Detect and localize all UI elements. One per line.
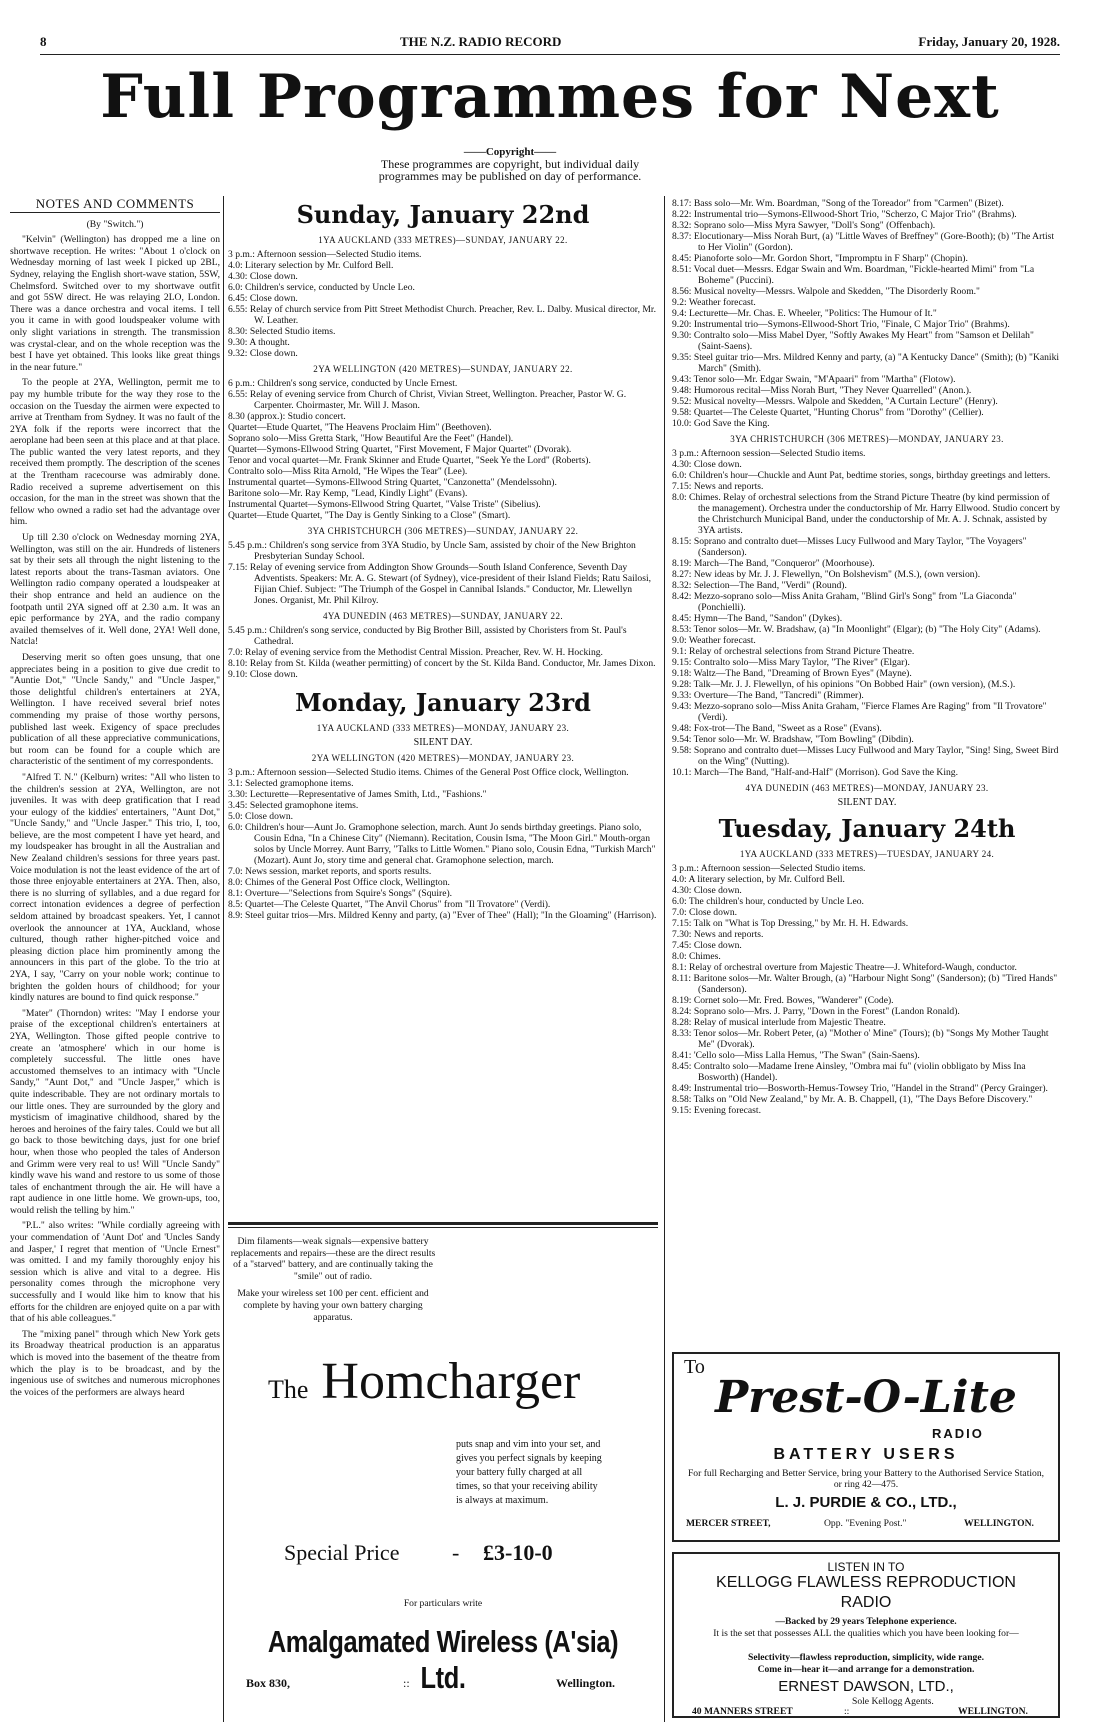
notes-paragraph: "Alfred T. N." (Kelburn) writes: "All who listen to the children's session at 2YA, Wellington, are not juveniles. It was with deep gratification that I read your eulogy of the kiddies' entertainers, "Aunt Dot," "Uncle Sandy," and "Uncle Jasper." This trio, I, too, believe, are the most competent I have yet heard, and my loudspeaker has brought in all the Australian and New Zealand children's sessions for three years past. Voice modulation is not the least evidence of the art of those three enjoyable entertainers at 2YA. Then, also, there is no slurring of syllables, and a due regard for correct intonation evidences a degree of perfection seldom attained by broadcast speakers. Yet, I cannot overlook the announcer at 1YA, Auckland, whose cultured, though rather higher-pitched voice and pleasing diction place him prominently among the announcers in this part of the globe. To the trio at 2YA, I say, "Carry on your noble work; continue to brighten the golden hours of childhood; for your kindly natures are bound to find quick response."	[10, 771, 220, 1004]
programme-item: 5.45 p.m.: Children's song service, conducted by Big Brother Bill, assisted by Choristers from St. Paul's Cathedral.	[228, 625, 627, 647]
programme-item: 7.15: News and reports.	[672, 481, 764, 492]
kellogg-backed: —Backed by 29 years Telephone experience.	[775, 1616, 957, 1627]
programme-item: 7.15: Relay of evening service from Addington Show Grounds—South Island Conference, Seventh Day Adventists. Speakers: Mr. A. G. Stewart (of Sydney), vice-president of their Island Fields; Ratu Sailosi, Fijian Chief. Subject: "The Triumph of the Gospel in Cannibal Islands." Conductor, Mr. Llewellyn Jones. Organist, Mr. Phil Kilroy.	[228, 562, 652, 606]
kellogg-agents: Sole Kellogg Agents.	[852, 1696, 934, 1707]
programme-item: Tenor and vocal quartet—Mr. Frank Skinner and Etude Quartet, "Seek Ye the Lord" (Roberts).	[228, 455, 591, 466]
programme-item: 6.0: Children's hour—Chuckle and Aunt Pat, bedtime stories, songs, birthday greetings and letters.	[672, 470, 1051, 481]
notes-paragraph: "P.L." also writes: "While cordially agreeing with your commendation of 'Aunt Dot' and 'Uncles Sandy and Jasper,' I regret that mention of "Uncle Ernest" was omitted. I and my family thoroughly enjoy his session which is alive and vital to a degree. His personality comes through the microphone very successfully and I would like him to know that his efforts for the children are enjoyed quite on a par with that of his able colleagues."	[10, 1220, 220, 1325]
programme-item: Baritone solo—Mr. Ray Kemp, "Lead, Kindly Light" (Evans).	[228, 488, 468, 499]
copyright-notice	[300, 146, 720, 182]
copyright-title: ——Copyright——	[463, 146, 557, 158]
programme-item: 3 p.m.: Afternoon session—Selected Studio items. Chimes of the General Post Office clock, Wellington.	[228, 767, 629, 778]
programme-item: 3 p.m.: Afternoon session—Selected Studio items.	[672, 863, 866, 874]
programme-item: 9.54: Tenor solo—Mr. W. Bradshaw, "Tom Bowling" (Dibdin).	[672, 734, 914, 745]
programme-item: 8.0: Chimes. Relay of orchestral selections from the Strand Picture Theatre (by kind permission of the management). Orchestra under the conductorship of Mr. Harry Ellwood. Studio concert by the Christchurch Municipal Band, under the conductorship of Mr. A. J. Schnak, assisted by 3YA artists.	[672, 492, 1061, 536]
programme-item: 8.32: Soprano solo—Miss Myra Sawyer, "Doll's Song" (Offenbach).	[672, 220, 936, 231]
programme-item: 9.35: Steel guitar trio—Mrs. Mildred Kenny and party, (a) "A Kentucky Dance" (Smith); (b) "Kaniki March" (Smith).	[672, 352, 1060, 374]
programme-item: 3.45: Selected gramophone items.	[228, 800, 359, 811]
silent-day-label: SILENT DAY.	[837, 797, 897, 808]
station-heading: 3YA CHRISTCHURCH (306 METRES)—MONDAY, JANUARY 23.	[730, 434, 1004, 444]
programme-item: 9.33: Overture—The Band, "Tancredi" (Rimmer).	[672, 690, 864, 701]
programme-item: 8.11: Baritone solos—Mr. Walter Brough, (a) "Harbour Night Song" (Sanderson); (b) "Tired Hands" (Sanderson).	[672, 973, 1058, 995]
programme-item: 9.15: Contralto solo—Miss Mary Taylor, "The River" (Elgar).	[672, 657, 910, 668]
page-number: 8	[40, 34, 47, 49]
programme-item: 8.0: Chimes.	[672, 951, 721, 962]
homcharger-sep: ::	[403, 1676, 410, 1690]
programme-item: 7.30: News and reports.	[672, 929, 764, 940]
column-rule	[223, 196, 224, 1722]
tuesday-stations	[672, 849, 1062, 1116]
programme-item: 8.37: Elocutionary—Miss Norah Burt, (a) "Little Waves of Breffney" (Gore-Booth); (b) "The Artist to Her Violin" (Gordon).	[672, 231, 1055, 253]
programme-item: 7.0: Close down.	[672, 907, 738, 918]
programme-item: 10.1: March—The Band, "Half-and-Half" (Morrison). God Save the King.	[672, 767, 958, 778]
programme-item: 6.0: Children's service, conducted by Uncle Leo.	[228, 282, 415, 293]
programme-item: 6.45: Close down.	[228, 293, 298, 304]
programme-item: 10.0: God Save the King.	[672, 418, 770, 429]
kellogg-listen: LISTEN IN TO	[827, 1560, 905, 1574]
programme-item: 9.10: Close down.	[228, 669, 298, 680]
station-heading: 1YA AUCKLAND (333 METRES)—MONDAY, JANUARY 23.	[316, 723, 570, 733]
day-heading-monday: Monday, January 23rd	[295, 688, 591, 717]
programme-item: 9.4: Lecturette—Mr. Chas. E. Wheeler, "Politics: The Humour of It."	[672, 308, 937, 319]
programme-item: 8.42: Mezzo-soprano solo—Miss Anita Graham, "Blind Girl's Song" from "La Giaconda" (Ponchielli).	[672, 591, 1017, 613]
programme-item: 8.56: Musical novelty—Messrs. Walpole and Skedden, "The Disorderly Room."	[672, 286, 980, 297]
programme-item: 8.32: Selection—The Band, "Verdi" (Round).	[672, 580, 847, 591]
programme-item: 8.19: March—The Band, "Conqueror" (Moorhouse).	[672, 558, 875, 569]
homcharger-the: The	[268, 1375, 309, 1404]
page-banner: Full Programmes for Next	[100, 62, 1000, 132]
kellogg-title2: RADIO	[840, 1594, 892, 1611]
notes-byline: (By "Switch.")	[86, 218, 144, 230]
homcharger-body: puts snap and vim into your set, and gives you perfect signals by keeping your battery fully charged at all times, so that your receiving ability is always at maximum.	[456, 1439, 602, 1506]
notes-paragraph: The "mixing panel" through which New York gets its Broadway theatrical production is an apparatus which is moved into the basement of the theatre from which the play is to be broadcast, and by the ingenious use of switches and numerous microphones the voices of the performers are always heard	[10, 1328, 220, 1398]
station-heading: 4YA DUNEDIN (463 METRES)—SUNDAY, JANUARY 22.	[322, 611, 564, 621]
programme-item: 8.0: Chimes of the General Post Office clock, Wellington.	[228, 877, 450, 888]
programme-item: 9.30: Contralto solo—Miss Mabel Dyer, "Softly Awakes My Heart" from "Samson et Delilah" (Saint-Saens).	[672, 330, 1034, 352]
kellogg-selectivity: Selectivity—flawless reproduction, simplicity, wide range.	[747, 1652, 984, 1663]
programme-item: 9.1: Relay of orchestral selections from Strand Picture Theatre.	[672, 646, 915, 657]
kellogg-address: 40 MANNERS STREET	[692, 1706, 793, 1717]
prestolite-text: For full Recharging and Better Service, bring your Battery to the Authorised Service Station, or ring 42—475.	[687, 1468, 1045, 1490]
programme-item: 3 p.m.: Afternoon session—Selected Studio items.	[228, 249, 422, 260]
programme-item: 9.32: Close down.	[228, 348, 298, 359]
programme-item: 6.55: Relay of evening service from Church of Christ, Vivian Street, Wellington. Preacher, Pastor W. G. Carpenter. Choirmaster, Mr. Will J. Mason.	[228, 389, 627, 411]
programme-item: 8.45: Hymn—The Band, "Sandon" (Dykes).	[672, 613, 843, 624]
programme-item: Soprano solo—Miss Gretta Stark, "How Beautiful Are the Feet" (Handel).	[228, 433, 514, 444]
programme-item: 8.19: Cornet solo—Mr. Fred. Bowes, "Wanderer" (Code).	[672, 995, 894, 1006]
programme-item: Quartet—Symons-Ellwood String Quartet, "First Movement, F Major Quartet" (Dvorak).	[228, 444, 572, 455]
kellogg-city: WELLINGTON.	[958, 1706, 1028, 1717]
kellogg-firm: ERNEST DAWSON, LTD.,	[778, 1678, 954, 1695]
homcharger-name: Homcharger	[321, 1353, 581, 1410]
programme-item: 8.22: Instrumental trio—Symons-Ellwood-Short Trio, "Scherzo, C Major Trio" (Brahms).	[672, 209, 1017, 220]
page-header	[40, 34, 1060, 52]
programme-item: 8.49: Instrumental trio—Bosworth-Hemus-Towsey Trio, "Handel in the Strand" (Percy Grainger).	[672, 1083, 1048, 1094]
notes-heading: NOTES AND COMMENTS	[10, 198, 220, 213]
programme-item: 4.30: Close down.	[672, 459, 742, 470]
programme-item: 4.30: Close down.	[672, 885, 742, 896]
programme-item: 6.0: The children's hour, conducted by Uncle Leo.	[672, 896, 864, 907]
station-heading: 1YA AUCKLAND (333 METRES)—SUNDAY, JANUARY 22.	[318, 235, 568, 245]
programme-item: 5.0: Close down.	[228, 811, 294, 822]
copyright-line1: These programmes are copyright, but individual daily	[380, 157, 640, 171]
prestolite-opp: Opp. "Evening Post."	[824, 1518, 907, 1529]
issue-date: Friday, January 20, 1928.	[918, 34, 1060, 49]
notes-paragraph: Up till 2.30 o'clock on Wednesday morning 2YA, Wellington, was still on the air. Hundreds of listeners sat by their sets all through the night listening to the latest reports about the trans-Tasman aviators. One Wellington radio company operated a loudspeaker at their shop entrance and held an audience on the footpath until 2YA signed off at 2.30 a.m. It was an epic performance by 2YA, and the radio company availed themselves of it. Well done, 2YA! Well done, Natcla!	[10, 532, 220, 648]
copyright-line2: programmes may be published on day of performance.	[378, 169, 642, 183]
programme-item: 7.0: News session, market reports, and sports results.	[228, 866, 432, 877]
homcharger-particulars: For particulars write	[403, 1598, 483, 1609]
programme-item: 9.18: Waltz—The Band, "Dreaming of Brown Eyes" (Mayne).	[672, 668, 912, 679]
price-dash: -	[452, 1540, 460, 1565]
kellogg-come: Come in—hear it—and arrange for a demonstration.	[757, 1664, 975, 1675]
programme-item: 8.1: Relay of orchestral overture from Majestic Theatre—J. Whiteford-Waugh, conductor.	[672, 962, 1017, 973]
ad-rule	[228, 1222, 658, 1228]
programme-item: 6 p.m.: Children's song service, conducted by Uncle Ernest.	[228, 378, 458, 389]
homcharger-intro: Dim filaments—weak signals—expensive battery replacements and repairs—these are the direct results of a "starved" battery, and are continually taking the "smile" out of radio.	[230, 1236, 436, 1282]
programme-item: 9.43: Mezzo-soprano solo—Miss Anita Graham, "Fierce Flames Are Raging" from "Il Trovatore" (Verdi).	[672, 701, 1047, 723]
publication-title: THE N.Z. RADIO RECORD	[400, 34, 562, 49]
homcharger-box: Box 830,	[246, 1676, 291, 1690]
station-heading: 3YA CHRISTCHURCH (306 METRES)—SUNDAY, JANUARY 22.	[307, 526, 579, 536]
header-rule	[40, 54, 1060, 55]
prestolite-radio: RADIO	[932, 1426, 984, 1441]
homcharger-title	[268, 1352, 580, 1411]
kellogg-title1: KELLOGG FLAWLESS REPRODUCTION	[716, 1574, 1016, 1591]
programme-item: 9.30: A thought.	[228, 337, 290, 348]
programme-item: 8.51: Vocal duet—Messrs. Edgar Swain and Wm. Boardman, "Fickle-hearted Mimi" from "La Boheme" (Puccini).	[672, 264, 1035, 286]
notes-column	[10, 198, 220, 1722]
day-heading-tuesday: Tuesday, January 24th	[718, 814, 1016, 843]
homcharger-price: £3-10-0	[483, 1540, 553, 1565]
programme-item: Instrumental quartet—Symons-Ellwood String Quartet, "Canzonetta" (Mendelssohn).	[228, 477, 557, 488]
station-heading: 1YA AUCKLAND (333 METRES)—TUESDAY, JANUARY 24.	[739, 849, 995, 859]
station-heading: 2YA WELLINGTON (420 METRES)—SUNDAY, JANUARY 22.	[313, 364, 573, 374]
programme-item: 4.0: A literary selection, by Mr. Culford Bell.	[672, 874, 845, 885]
programme-item: 8.45: Contralto solo—Madame Irene Ainsley, "Ombra mai fu" (violin obbligato by Miss Ina Bosworth) (Handel).	[672, 1061, 1026, 1083]
column-rule	[664, 196, 665, 1722]
homcharger-intro2: Make your wireless set 100 per cent. efficient and complete by having your own battery charging apparatus.	[237, 1288, 429, 1323]
programme-item: 9.48: Fox-trot—The Band, "Sweet as a Rose" (Evans).	[672, 723, 882, 734]
programme-item: 8.1: Overture—"Selections from Squire's Songs" (Squire).	[228, 888, 453, 899]
programme-item: 9.43: Tenor solo—Mr. Edgar Swain, "M'Apaari" from "Martha" (Flotow).	[672, 374, 956, 385]
programme-item: 9.52: Musical novelty—Messrs. Walpole and Skedden, "A Curtain Lecture" (Henry).	[672, 396, 998, 407]
programme-item: 9.58: Soprano and contralto duet—Misses Lucy Fullwood and Mary Taylor, "Sing! Sing, Sweet Bird on the Wing" (Nutting).	[672, 745, 1059, 767]
programme-item: 9.58: Quartet—The Celeste Quartet, "Hunting Chorus" from "Dorothy" (Cellier).	[672, 407, 984, 418]
notes-paragraph: "Kelvin" (Wellington) has dropped me a line on shortwave reception. He writes: "About 1 o'clock on Wednesday morning of last week I picked up 2BL, Sydney, relaying the English short-wave station, 5SW, Chelmsford. Switched over to my shortwave outfit and got 5SW direct. He was relaying 2LO, London. There was a dance orchestra and vocal items. I tell you it came in with good loudspeaker volume with only slight variations in strength. The transmission was crystal-clear, and on the whole reception was the best I have yet obtained. This looks like great things in the near future."	[10, 234, 220, 373]
station-heading: 2YA WELLINGTON (420 METRES)—MONDAY, JANUARY 23.	[311, 753, 575, 763]
homcharger-advert	[228, 1222, 658, 1722]
programme-item: 8.9: Steel guitar trios—Mrs. Mildred Kenny and party, (a) "Ever of Thee" (Hall); "In the Gloaming" (Harrison).	[228, 910, 657, 921]
programme-item: Contralto solo—Miss Rita Arnold, "He Wipes the Tear" (Lee).	[228, 466, 468, 477]
programme-item: 9.20: Instrumental trio—Symons-Ellwood-Short Trio, "Finale, C Major Trio" (Brahms).	[672, 319, 1010, 330]
programme-item: Quartet—Etude Quartet, "The Heavens Proclaim Him" (Beethoven).	[228, 422, 492, 433]
homcharger-price-label: Special Price	[284, 1540, 400, 1565]
programme-item: Quartet—Etude Quartet, "The Day is Gently Sinking to a Close" (Smart).	[228, 510, 511, 521]
prestolite-firm: L. J. PURDIE & CO., LTD.,	[775, 1494, 957, 1511]
programme-item: Instrumental Quartet—Symons-Ellwood String Quartet, "Valse Triste" (Sibelius).	[228, 499, 541, 510]
prestolite-to: To	[684, 1356, 705, 1378]
prestolite-users: BATTERY USERS	[773, 1446, 959, 1463]
programme-item: 9.48: Humorous recital—Miss Norah Burt, "They Never Quarrelled" (Anon.).	[672, 385, 972, 396]
programmes-column-2	[228, 198, 658, 921]
programme-item: 3.30: Lecturette—Representative of James Smith, Ltd., "Fashions."	[228, 789, 487, 800]
homcharger-city: Wellington.	[556, 1676, 616, 1690]
programme-item: 8.28: Relay of musical interlude from Majestic Theatre.	[672, 1017, 886, 1028]
programme-item: 8.17: Bass solo—Mr. Wm. Boardman, "Song of the Toreador" from "Carmen" (Bizet).	[672, 198, 1004, 209]
notes-paragraph: To the people at 2YA, Wellington, permit me to pay my humble tribute for the way they rose to the occasion on the Tuesday the airmen were expected to arrive at Trentham from Sydney. It was no fault of the 2YA folk if the reports were incorrect that the aeroplane had been seen at this place and at that place. The public wanted the very latest reports, and they received them promptly. The description of the scenes at the Trentham racecourse was admirably done. Radio received a supreme advertisement on this occasion, for the man in the street was shown that the fellow who owned a radio set had the advantage over him.	[10, 377, 220, 528]
programme-item: 8.33: Tenor solos—Mr. Robert Peter, (a) "Mother o' Mine" (Tours); (b) "Songs My Mother Taught Me" (Dvorak).	[672, 1028, 1049, 1050]
prestolite-logo: Prest-O-Lite	[715, 1372, 1017, 1423]
programme-item: 8.45: Pianoforte solo—Mr. Gordon Short, "Impromptu in F Sharp" (Chopin).	[672, 253, 968, 264]
programme-item: 9.0: Weather forecast.	[672, 635, 756, 646]
prestolite-city: WELLINGTON.	[964, 1518, 1034, 1529]
programme-item: 9.28: Talk—Mr. J. J. Flewellyn, of his opinions "On Bobbed Hair" (own version), (M.S.).	[672, 679, 1016, 690]
homcharger-company: Amalgamated Wireless (A'sia) Ltd.	[267, 1624, 619, 1695]
programme-item: 8.27: New ideas by Mr. J. J. Flewellyn, "On Bolshevism" (M.S.), (own version).	[672, 569, 981, 580]
monday-stations	[228, 723, 658, 921]
programme-item: 8.41: 'Cello solo—Miss Lalla Hemus, "The Swan" (Sain-Saens).	[672, 1050, 920, 1061]
monday-stations-cont	[672, 434, 1062, 808]
programme-item: 7.15: Talk on "What is Top Dressing," by Mr. H. H. Edwards.	[672, 918, 909, 929]
programme-item: 8.30 (approx.): Studio concert.	[228, 411, 346, 422]
programme-item: 3 p.m.: Afternoon session—Selected Studio items.	[672, 448, 866, 459]
kellogg-advert	[672, 1552, 1060, 1718]
programme-item: 9.2: Weather forecast.	[672, 297, 756, 308]
prestolite-street: MERCER STREET,	[686, 1518, 771, 1529]
silent-day-label: SILENT DAY.	[413, 737, 473, 748]
kellogg-set: It is the set that possesses ALL the qualities which you have been looking for—	[713, 1628, 1019, 1639]
prestolite-advert	[672, 1352, 1060, 1542]
programme-item: 4.0: Literary selection by Mr. Culford Bell.	[228, 260, 394, 271]
programme-item: 3.1: Selected gramophone items.	[228, 778, 354, 789]
kellogg-sep: ::	[844, 1706, 850, 1717]
programme-item: 4.30: Close down.	[228, 271, 298, 282]
programme-item: 6.0: Children's hour—Aunt Jo. Gramophone selection, march. Aunt Jo sends birthday greetings. Piano solo, Cousin Edna, "In a Chinese City" (Niemann). Recitation, Cousin Isma, "The Moon Girl." Mouth-organ solos by Uncle Morrey. Aunt Barry, "Talks to Little Women." Piano solo, Cousin Edna, "Turkish March" (Mozart). Aunt Jo, story time and general chat. Gramophone selection, march.	[228, 822, 656, 866]
programme-item: 7.45: Close down.	[672, 940, 742, 951]
station-heading: 4YA DUNEDIN (463 METRES)—MONDAY, JANUARY 23.	[745, 783, 989, 793]
programme-item: 6.55: Relay of church service from Pitt Street Methodist Church. Preacher, Rev. L. Dalby. Musical director, Mr. W. Leather.	[228, 304, 656, 326]
programmes-column-3	[672, 198, 1062, 1116]
programme-item: 8.15: Soprano and contralto duet—Misses Lucy Fullwood and Mary Taylor, "The Voyagers" (Sanderson).	[672, 536, 1027, 558]
programme-item: 8.58: Talks on "Old New Zealand," by Mr. A. B. Chappell, (1), "The Days Before Discovery."	[672, 1094, 1033, 1105]
programme-item: 7.0: Relay of evening service from the Methodist Central Mission. Preacher, Rev. W. H. Hocking.	[228, 647, 603, 658]
programme-item: 9.15: Evening forecast.	[672, 1105, 761, 1116]
programme-item: 5.45 p.m.: Children's song service from 3YA Studio, by Uncle Sam, assisted by choir of the New Brighton Presbyterian Sunday School.	[228, 540, 636, 562]
programme-item: 8.53: Tenor solos—Mr. W. Bradshaw, (a) "In Moonlight" (Elgar); (b) "The Holy City" (Adams).	[672, 624, 1041, 635]
christchurch-sunday-cont	[672, 198, 1062, 429]
day-heading-sunday: Sunday, January 22nd	[296, 200, 590, 229]
notes-paragraph: "Mater" (Thorndon) writes: "May I endorse your praise of the exceptional children's entertainers at 2YA, Wellington. Those gifted people contrive to create an 'atmosphere' which in our home is completely successful. The little ones have accustomed themselves to an intimacy with "Uncle Sandy," "Aunt Dot," and "Uncle Jasper," which is quite indescribable. They are not ordinary mortals to our little ones. They are surrounded by the glory and mysticism of imaginative childhood, shared by the heroes and heroines of the fairy tales. Could we but all go back to those bewitching days, just for one brief hour, when those who peopled the tales of Anderson and Grimm were very real to us! Will "Uncle Sandy" kindly wave his wand and restore to us some of those tales of enchantment through the air. He will have a rapt audience in one little home. We grown-ups, too, would relish the telling by him."	[10, 1007, 220, 1216]
programme-item: 8.24: Soprano solo—Mrs. J. Parry, "Down in the Forest" (Landon Ronald).	[672, 1006, 960, 1017]
programme-item: 8.5: Quartet—The Celeste Quartet, "The Anvil Chorus" from "Il Trovatore" (Verdi).	[228, 899, 551, 910]
notes-paragraph: Deserving merit so often goes unsung, that one appreciates being in a position to give due credit to "Auntie Dot," "Uncle Sandy," and "Uncle Jasper," those delightful children's entertainers at 2YA, Wellington. I have received several brief notes commending my praise of those worthy persons, published last week. Exigency of space precludes publication of all these appreciative communications, but room can be found for a couple which are characteristic of the sentiment of my correspondents.	[10, 651, 220, 768]
programme-item: 8.30: Selected Studio items.	[228, 326, 336, 337]
programme-item: 8.10: Relay from St. Kilda (weather permitting) of concert by the St. Kilda Band. Conductor, Mr. James Dixon.	[228, 658, 656, 669]
sunday-stations	[228, 235, 658, 680]
